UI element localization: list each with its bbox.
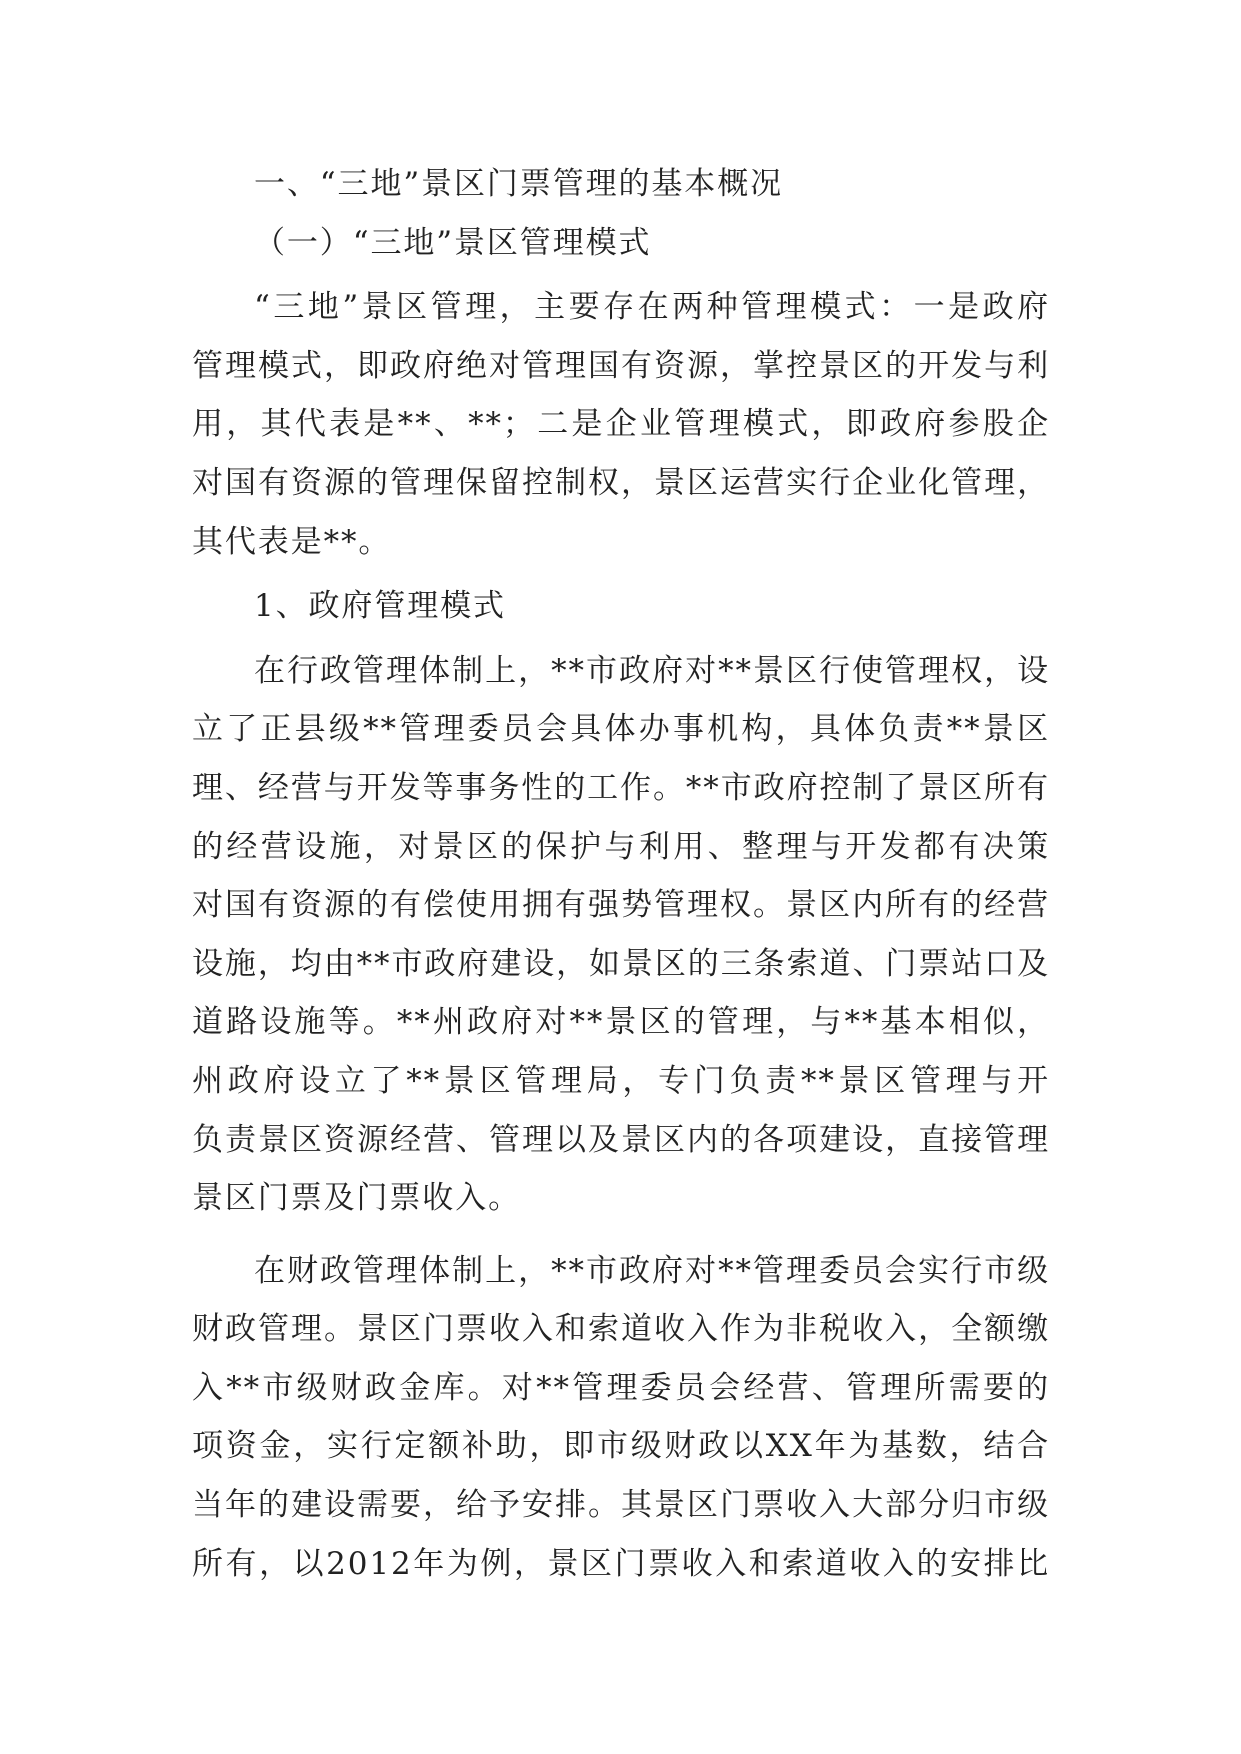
paragraph-line: 景区门票及门票收入。	[192, 1180, 521, 1217]
paragraph-line: 在行政管理体制上，**市政府对**景区行使管理权，设	[254, 652, 1050, 689]
document-page	[192, 155, 1050, 1593]
paragraph-line: 在财政管理体制上，**市政府对**管理委员会实行市级	[254, 1252, 1050, 1289]
paragraph-line: 财政管理。景区门票收入和索道收入作为非税收入，全额缴	[192, 1311, 1050, 1348]
section-heading: 一、“三地”景区门票管理的基本概况	[254, 166, 783, 202]
paragraph-line: 入**市级财政金库。对**管理委员会经营、管理所需要的	[192, 1369, 1050, 1406]
paragraph-line: 州政府设立了**景区管理局，专门负责**景区管理与开	[192, 1062, 1050, 1099]
paragraph-line: 立了正县级**管理委员会具体办事机构，具体负责**景区	[192, 711, 1050, 748]
paragraph-line: 用，其代表是**、**；二是企业管理模式，即政府参股企	[192, 406, 1050, 443]
paragraph-line: 其代表是**。	[192, 523, 392, 560]
paragraph-line: 管理模式，即政府绝对管理国有资源，掌控景区的开发与利	[192, 347, 1050, 384]
paragraph-line: 所有，以2012年为例，景区门票收入和索道收入的安排比	[192, 1545, 1050, 1582]
paragraph-line: 对国有资源的有偿使用拥有强势管理权。景区内所有的经营	[192, 887, 1050, 924]
paragraph-management-modes	[192, 278, 1050, 571]
paragraph-line: 负责景区资源经营、管理以及景区内的各项建设，直接管理	[192, 1121, 1050, 1158]
paragraph-financial	[192, 1242, 1050, 1594]
item-heading: 1、政府管理模式	[254, 588, 506, 625]
paragraph-line: 项资金，实行定额补助，即市级财政以XX年为基数，结合	[192, 1428, 1050, 1465]
paragraph-line: 设施，均由**市政府建设，如景区的三条索道、门票站口及	[192, 945, 1050, 982]
paragraph-line: 当年的建设需要，给予安排。其景区门票收入大部分归市级	[192, 1487, 1050, 1524]
paragraph-line: 理、经营与开发等事务性的工作。**市政府控制了景区所有	[192, 769, 1050, 806]
paragraph-administrative	[192, 642, 1050, 1228]
subsection-heading: （一）“三地”景区管理模式	[254, 224, 652, 261]
paragraph-line: “三地”景区管理，主要存在两种管理模式：一是政府	[254, 289, 1050, 326]
paragraph-line: 对国有资源的管理保留控制权，景区运营实行企业化管理，	[192, 464, 1050, 501]
paragraph-line: 的经营设施，对景区的保护与利用、整理与开发都有决策	[192, 828, 1050, 865]
paragraph-line: 道路设施等。**州政府对**景区的管理，与**基本相似，	[192, 1004, 1050, 1041]
